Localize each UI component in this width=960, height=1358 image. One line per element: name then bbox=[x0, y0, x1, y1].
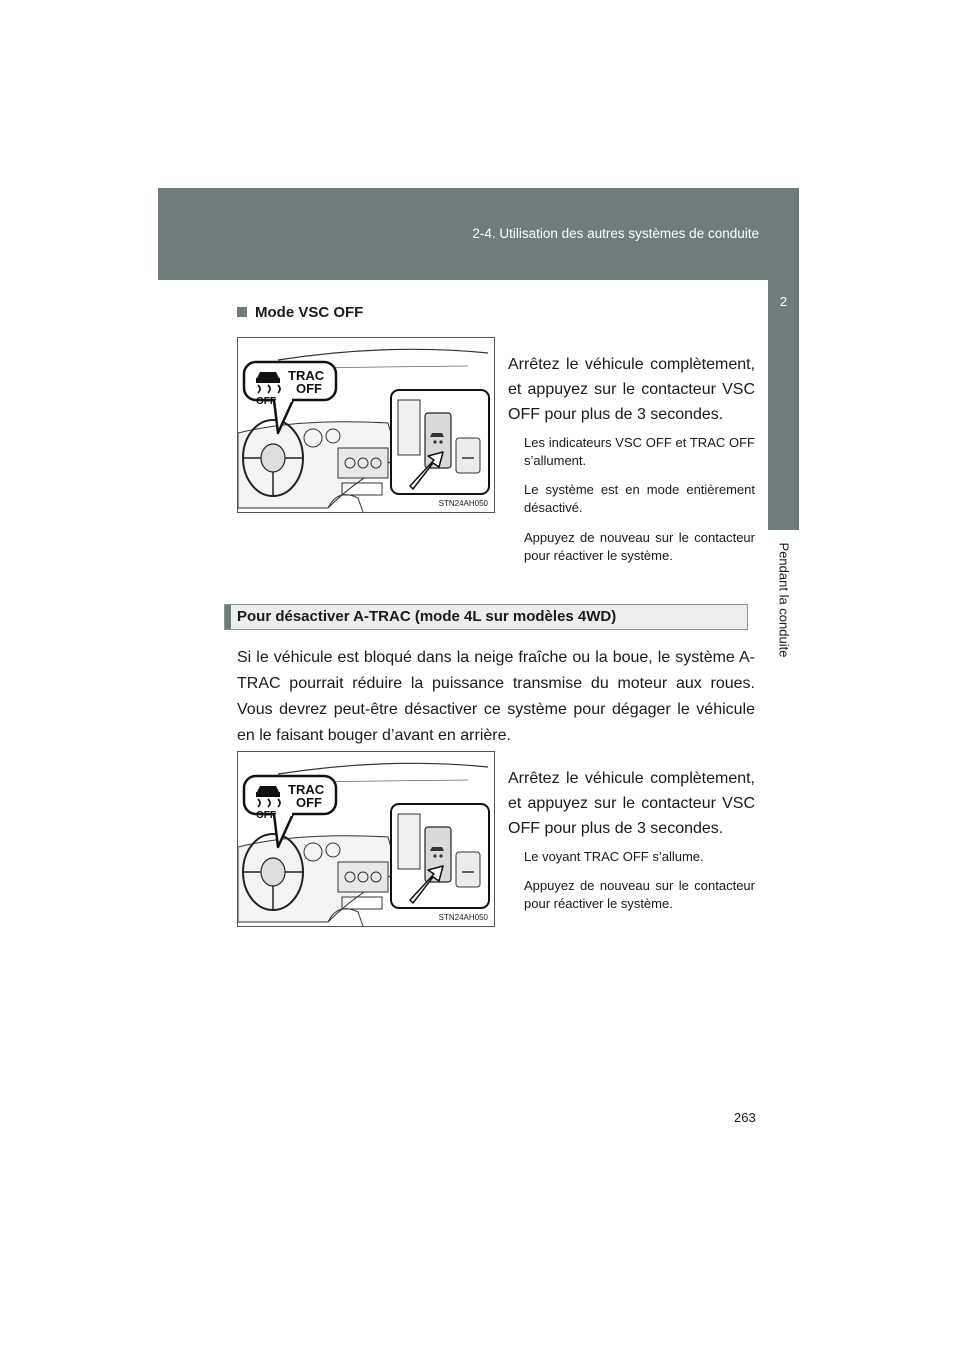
note-item: Appuyez de nouveau sur le contacteur pour réactiver le système. bbox=[524, 878, 755, 911]
section-title-atrac: Pour désactiver A-TRAC (mode 4L sur modèles 4WD) bbox=[237, 608, 617, 625]
body-paragraph: Si le véhicule est bloqué dans la neige fraîche ou la boue, le système A-TRAC pourrait réduire la puissance transmise du moteur aux roues. Vous devrez peut-être désactiver ce système pour dégager le véhicule en le faisant bouger d’avant en arrière. bbox=[237, 649, 755, 744]
chapter-tab bbox=[768, 280, 799, 530]
figure-code: STN24AH050 bbox=[438, 499, 488, 508]
square-bullet-icon bbox=[237, 307, 247, 317]
dashboard-illustration bbox=[237, 337, 495, 513]
callout-off-text: OFF bbox=[256, 810, 276, 821]
chapter-number: 2 bbox=[779, 294, 788, 309]
section-bar bbox=[224, 604, 748, 630]
instruction-text: Arrêtez le véhicule complètement, et appuyez sur le contacteur VSC OFF pour plus de 3 secondes. bbox=[508, 770, 755, 837]
callout-trac-text: TRAC bbox=[288, 782, 325, 797]
note-item: Le voyant TRAC OFF s’allume. bbox=[524, 849, 704, 864]
note-item: Appuyez de nouveau sur le contacteur pour réactiver le système. bbox=[524, 530, 755, 563]
chapter-label: Pendant la conduite bbox=[776, 542, 792, 658]
subsection-heading bbox=[237, 304, 363, 321]
callout-trac-text: TRAC bbox=[288, 368, 325, 383]
section-bar-accent bbox=[225, 605, 231, 629]
callout-off-text: OFF bbox=[256, 396, 276, 407]
callout-trac-off-text: OFF bbox=[296, 795, 322, 810]
dashboard-drawing bbox=[238, 338, 494, 512]
page-number: 263 bbox=[734, 1110, 756, 1125]
note-item: Le système est en mode entièrement désactivé. bbox=[524, 482, 755, 515]
instruction-text: Arrêtez le véhicule complètement, et appuyez sur le contacteur VSC OFF pour plus de 3 secondes. bbox=[508, 356, 755, 423]
figure-code: STN24AH050 bbox=[438, 913, 488, 922]
subsection-heading-text: Mode VSC OFF bbox=[255, 304, 364, 321]
section-title: 2-4. Utilisation des autres systèmes de conduite bbox=[472, 226, 759, 241]
note-item: Les indicateurs VSC OFF et TRAC OFF s’allument. bbox=[524, 435, 755, 468]
dashboard-drawing bbox=[238, 752, 494, 926]
header-band bbox=[158, 188, 799, 280]
dashboard-illustration bbox=[237, 751, 495, 927]
callout-trac-off-text: OFF bbox=[296, 381, 322, 396]
